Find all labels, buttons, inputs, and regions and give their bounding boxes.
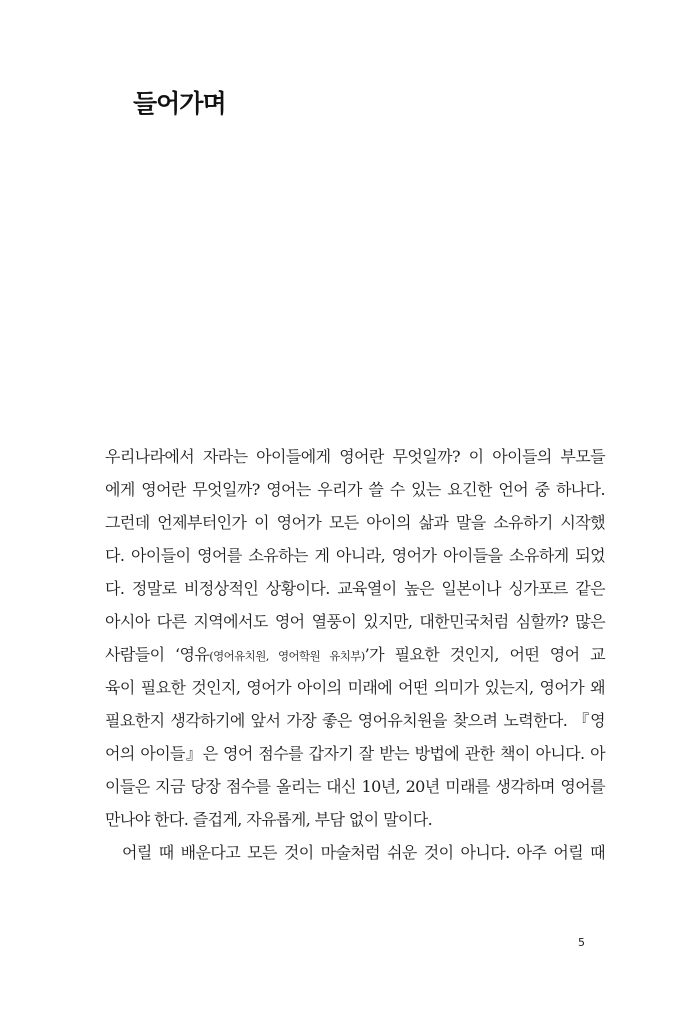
parenthetical-note: (영어유치원, 영어학원 유치부) bbox=[209, 649, 365, 663]
text-line: 에게 영어란 무엇일까? 영어는 우리가 쓸 수 있는 요긴한 언어 중 하나다. bbox=[105, 480, 605, 499]
paragraph-first-line: 어릴 때 배운다고 모든 것이 마술처럼 쉬운 것이 아니다. 아주 어릴 때 bbox=[122, 843, 605, 862]
text-line: 어의 아이들』은 영어 점수를 갑자기 잘 받는 방법에 관한 책이 아니다. 아 bbox=[105, 744, 605, 763]
text-line: 만나야 한다. 즐겁게, 자유롭게, 부담 없이 말이다. bbox=[105, 810, 433, 829]
text-line: 그런데 언제부터인가 이 영어가 모든 아이의 삶과 말을 소유하기 시작했 bbox=[105, 513, 605, 532]
text-line: 다. 정말로 비정상적인 상황이다. 교육열이 높은 일본이나 싱가포르 같은 bbox=[105, 579, 605, 598]
text-segment: 사람들이 ‘영유 bbox=[105, 645, 210, 664]
body-text bbox=[105, 440, 605, 869]
text-line: 이들은 지금 당장 점수를 올리는 대신 10년, 20년 미래를 생각하며 영어를 bbox=[105, 777, 605, 796]
text-segment: ’가 필요한 것인지, 어떤 영어 교 bbox=[364, 645, 606, 664]
text-line: 우리나라에서 자라는 아이들에게 영어란 무엇일까? 이 아이들의 부모들 bbox=[105, 447, 605, 466]
text-line: 다. 아이들이 영어를 소유하는 게 아니라, 영어가 아이들을 소유하게 되었 bbox=[105, 546, 605, 565]
text-line: 육이 필요한 것인지, 영어가 아이의 미래에 어떤 의미가 있는지, 영어가 왜 bbox=[105, 678, 605, 697]
chapter-title: 들어가며 bbox=[133, 89, 226, 118]
page-number: 5 bbox=[578, 936, 585, 949]
text-line: 필요한지 생각하기에 앞서 가장 좋은 영어유치원을 찾으려 노력한다. 『영 bbox=[105, 711, 605, 730]
text-line: 아시아 다른 지역에서도 영어 열풍이 있지만, 대한민국처럼 심할까? 많은 bbox=[105, 612, 605, 631]
text-line-with-note bbox=[105, 638, 605, 671]
